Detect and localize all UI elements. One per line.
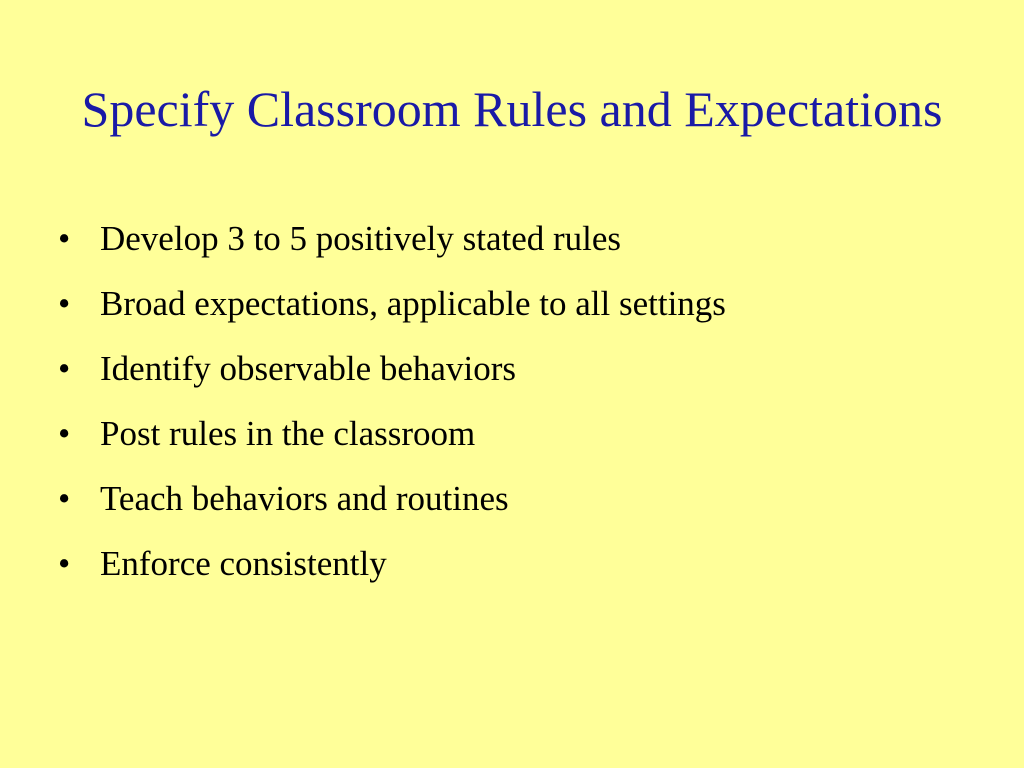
bullet-item xyxy=(58,275,726,340)
bullet-text: Post rules in the classroom xyxy=(100,414,476,453)
bullet-text: Broad expectations, applicable to all settings xyxy=(100,284,726,323)
bullet-text: Develop 3 to 5 positively stated rules xyxy=(100,219,622,258)
bullet-item xyxy=(58,535,726,600)
bullet-item xyxy=(58,210,726,275)
bullet-glyph: • xyxy=(58,544,71,583)
bullet-glyph: • xyxy=(58,284,71,323)
bullet-glyph: • xyxy=(58,479,71,518)
bullet-text: Enforce consistently xyxy=(100,544,387,583)
bullet-glyph: • xyxy=(58,219,71,258)
bullet-list xyxy=(58,210,726,600)
slide-title: Specify Classroom Rules and Expectations xyxy=(81,81,943,137)
bullet-text: Identify observable behaviors xyxy=(100,349,516,388)
bullet-glyph: • xyxy=(58,414,71,453)
bullet-item xyxy=(58,340,726,405)
bullet-item xyxy=(58,405,726,470)
bullet-text: Teach behaviors and routines xyxy=(100,479,509,518)
bullet-item xyxy=(58,470,726,535)
bullet-glyph: • xyxy=(58,349,71,388)
